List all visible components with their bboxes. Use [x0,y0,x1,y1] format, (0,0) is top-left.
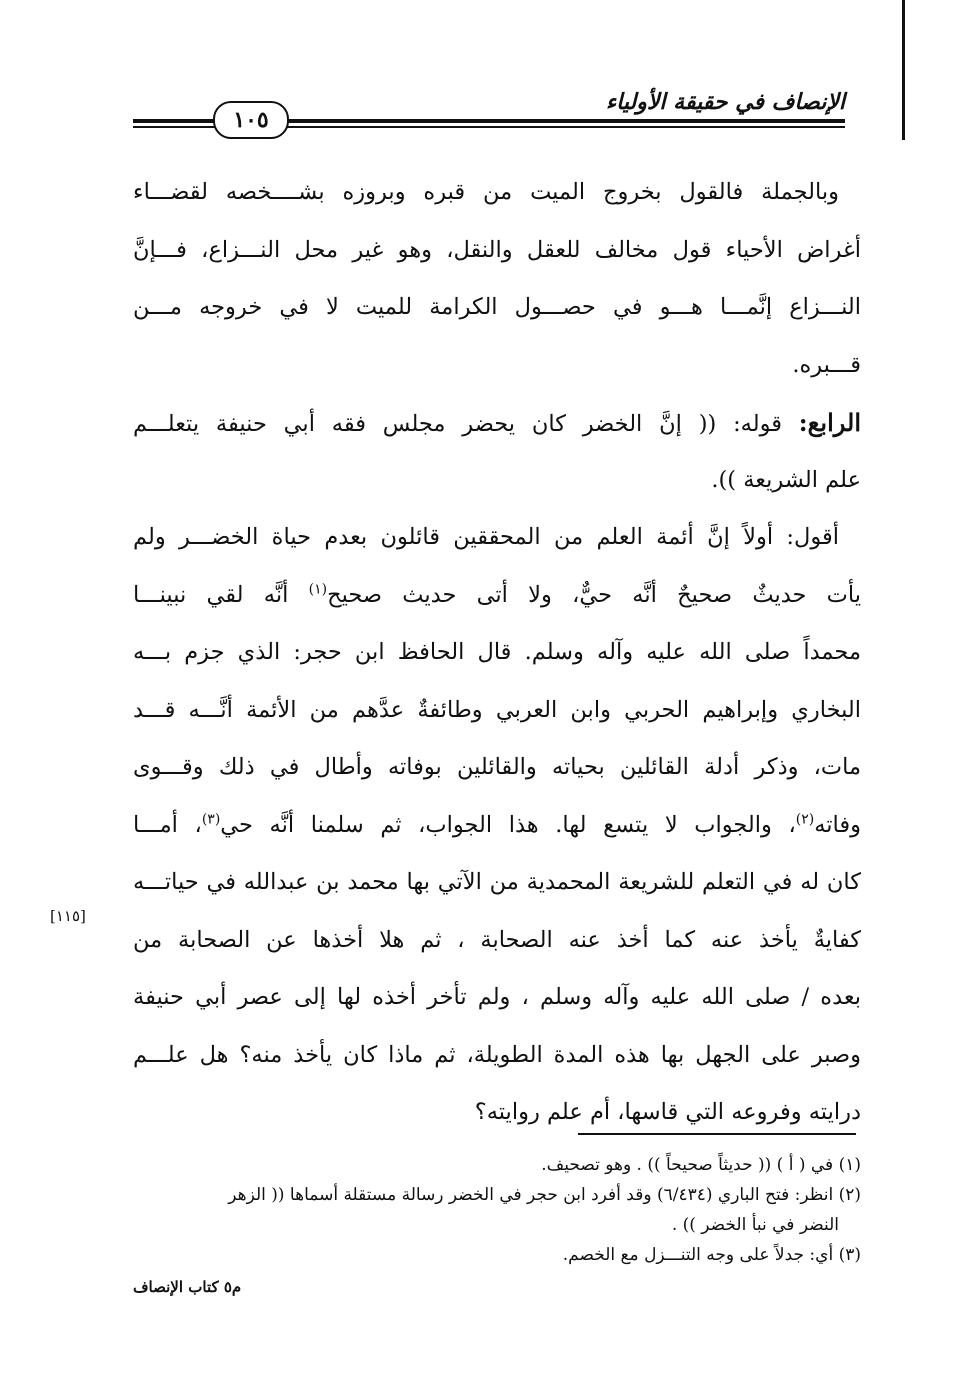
text-line: كان له في التعلم للشريعة المحمدية من الآتي بها محمد بن عبدالله في حياتـــه [133,869,861,895]
text-line: علم الشريعة )). [711,466,861,493]
text-segment: أنَّه لقي نبينـــا [133,581,309,608]
text-line: أغراض الأحياء قول مخالف للعقل والنقل، وهو غير محل النـــزاع، فـــإنَّ [133,236,861,263]
text-segment: يأت حديثٌ صحيحٌ أنَّه حيٌّ، ولا أتى حديث صحيح [327,581,861,608]
text-line [133,567,861,625]
footnote: (٢) انظر: فتح الباري (٦/٤٣٤) وقد أفرد ابن حجر في الخضر رسالة مستقلة أسماها (( الزهر [228,1185,861,1205]
footnotes [133,1150,861,1270]
text-segment: وفاته [814,811,861,838]
section-text: قوله: (( إنَّ الخضر كان يحضر مجلس فقه أبي حنيفة يتعلـــم [133,411,799,437]
text-line: قـــبره. [792,351,861,378]
text-line [133,394,861,452]
signature-mark: م٥ كتاب الإنصاف [133,1278,242,1296]
text-line: بعده / صلى الله عليه وآله وسلم ، ولم تأخر أخذه لها إلى عصر أبي حنيفة [133,984,861,1010]
page-header [133,85,845,140]
text-line: أقول: أولاً إنَّ أئمة العلم من المحققين قائلون بعدم حياة الخضـــر ولم [133,524,839,550]
footnote-mark: (٣) [201,811,221,827]
footnote-mark: (٢) [795,811,815,827]
footnote-continuation: النضر في نبأ الخضر )) . [671,1215,839,1235]
manuscript-folio-ref: [١١٥] [50,907,86,925]
text-line: وبالجملة فالقول بخروج الميت من قبره وبروزه بشــــخصه لقضـــاء [133,179,839,205]
text-line: درايته وفروعه التي قاسها، أم علم روايته؟ [474,1099,861,1125]
running-title: الإنصاف في حقيقة الأولياء [605,89,845,115]
text-line: كفايةٌ يأخذ عنه كما أخذ عنه الصحابة ، ثم هلا أخذها عن الصحابة من [133,926,861,953]
text-line: النـــزاع إنَّمـــا هـــو في حصـــول الكرامة للميت لا في خروجه مـــن [133,294,861,320]
text-segment: ، أمـــا [133,811,202,838]
text-line: محمداً صلى الله عليه وآله وسلم. قال الحافظ ابن حجر: الذي جزم بـــه [133,639,861,665]
footnote: (١) في ( أ ) (( حديثاً صحيحاً )) . وهو تصحيف. [541,1155,861,1175]
text-line: مات، وذكر أدلة القائلين بحياته والقائلين بوفاته وأطال في ذلك وقـــوى [133,754,861,780]
text-line [133,797,861,855]
text-line: البخاري وإبراهيم الحربي وابن العربي وطائفةٌ عدَّهم من الأئمة أنَّـــه قـــد [133,696,861,723]
page-number-badge: ١٠٥ [213,101,289,139]
text-segment: ، والجواب لا يتسع لها. هذا الجواب، ثم سلمنا أنَّه حي [220,811,796,838]
footnote: (٣) أي: جدلاً على وجه التنـــزل مع الخصم. [562,1245,861,1265]
main-text [133,164,861,1142]
section-lead: الرابع: [798,408,861,437]
footnote-mark: (١) [308,581,328,597]
footnote-separator [578,1133,856,1135]
text-line: وصبر على الجهل بها هذه المدة الطويلة، ثم ماذا كان يأخذ منه؟ هل علـــم [133,1041,861,1068]
page-binding-line [902,0,905,140]
